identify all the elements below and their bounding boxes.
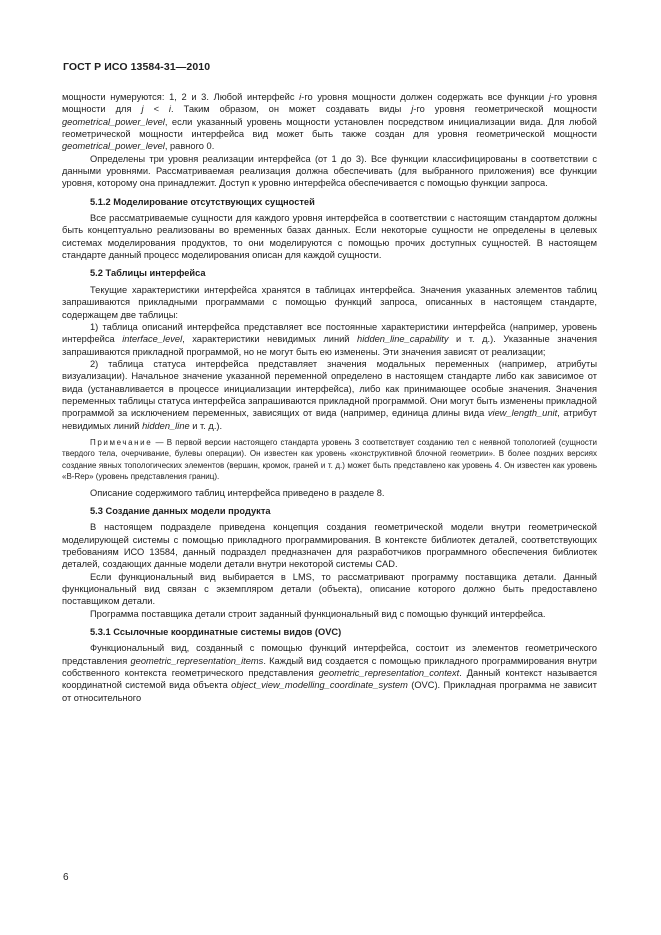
list-item-description-table: 1) таблица описаний интерфейса представляет все постоянные характеристики интерфейса (например, уровень интерфейса interface_level, характеристики невидимых линий hidden_line_capability и т. д.). Указанные значения запрашиваются прикладной программой, но не могут быть ею изменены. Эти значения зависят от реализации;	[62, 321, 597, 357]
paragraph-power-levels: мощности нумеруются: 1, 2 и 3. Любой интерфейс i-го уровня мощности должен содержать все функции j-го уровня мощности для j < i. Таким образом, он может создавать виды j-го уровня геометрической мощности geometrical_power_level, если указанный уровень мощности установлен посредством инициализации вида. Для любой геометрической мощности интерфейса вид может быть также создан для уровня геометрической мощности geometrical_power_level, равного 0.	[62, 92, 597, 152]
paragraph-section-reference: Описание содержимого таблиц интерфейса приведено в разделе 8.	[90, 487, 385, 498]
paragraph-ovc: Функциональный вид, созданный с помощью функций интерфейса, состоит из элементов геометрического представления geometric_representation_items. Каждый вид создается с помощью прикладного программирования внутри собственного контекста геометрического представления geometric_representation_context. Данный контекст называется координатной системой вида объекта object_view_modelling_coordinate_system (OVC). Прикладная программа не зависит от относительного	[62, 643, 597, 703]
body-text	[62, 91, 597, 704]
paragraph-model-creation: В настоящем подразделе приведена концепция создания геометрической модели внутри геометрической моделирующей системы с помощью прикладного программирования. В контексте библиотек деталей, соответствующих требованиям ИСО 13584, данный подраздел предназначен для разработчиков программного обеспечения библиотек деталей, создающих данные модели детали внутри некоторой системы CAD.	[62, 522, 597, 570]
note-label: Примечание	[90, 437, 153, 447]
paragraph-supplier-program: Программа поставщика детали строит заданный функциональный вид с помощью функций интерфейса.	[90, 608, 546, 619]
note-paragraph	[62, 437, 597, 483]
paragraph-missing-entities: Все рассматриваемые сущности для каждого уровня интерфейса в соответствии с настоящим стандартом должны быть концептуально реализованы во временных базах данных. Если некоторые сущности не определены в целевых системах моделирования продуктов, то они моделируются с помощью прочих доступных сущностей. В настоящем стандарте данный процесс моделирования описан для каждой сущности.	[62, 213, 597, 261]
list-item-status-table: 2) таблица статуса интерфейса представляет значения модальных переменных (например, атрибуты визуализации). Начальное значение указанной переменной определено в настоящем стандарте либо как зависимое от вида (устанавливается в процессе инициализации интерфейса), либо как принимающее особые значения. Значения переменных таблицы статуса интерфейса запрашиваются прикладной программой. Они могут быть изменены прикладной программой за исключением переменных, зависящих от вида (например, единица длины вида view_length_unit, атрибут невидимых линий hidden_line и т. д.).	[62, 358, 598, 431]
note-text: — В первой версии настоящего стандарта уровень 3 соответствует созданию тел с неявной топологией (сущности твердого тела, очерчивание, булевы операции). Он известен как уровень «конструктивной блочной геометрии». В более поздних версиях создание явных топологических элементов (вершин, кромок, граней и т. д.) может быть представлено как уровень 4. Он известен как уровень «B-Rep» (уровень представления границ).	[62, 437, 597, 482]
page-number: 6	[63, 872, 69, 883]
paragraph-interface-tables: Текущие характеристики интерфейса хранятся в таблицах интерфейса. Значения указанных элементов таблиц запрашиваются прикладными программами с помощью функций запроса, описанных в настоящем стандарте, содержащем две таблицы:	[62, 284, 597, 320]
paragraph-implementation-levels: Определены три уровня реализации интерфейса (от 1 до 3). Все функции классифицированы в соответствии с данными уровнями. Рассматриваемая реализация должна обеспечивать (для выбранного приложения) все функции уровня, которому она принадлежит. Доступ к уровню интерфейса обеспечивается с помощью функции запроса.	[62, 153, 597, 189]
section-heading-5-2: 5.2 Таблицы интерфейса	[90, 268, 206, 279]
section-heading-5-3-1: 5.3.1 Ссылочные координатные системы видов (OVC)	[90, 627, 342, 637]
document-header: ГОСТ Р ИСО 13584-31—2010	[63, 61, 211, 73]
section-heading-5-3: 5.3 Создание данных модели продукта	[90, 505, 271, 516]
paragraph-functional-view: Если функциональный вид выбирается в LMS, то рассматривают программу поставщика детали. Данный функциональный вид связан с экземпляром детали (объекта), описание которого должно быть предоставлено поставщиком детали.	[62, 571, 597, 607]
section-heading-5-1-2: 5.1.2 Моделирование отсутствующих сущностей	[90, 196, 315, 207]
